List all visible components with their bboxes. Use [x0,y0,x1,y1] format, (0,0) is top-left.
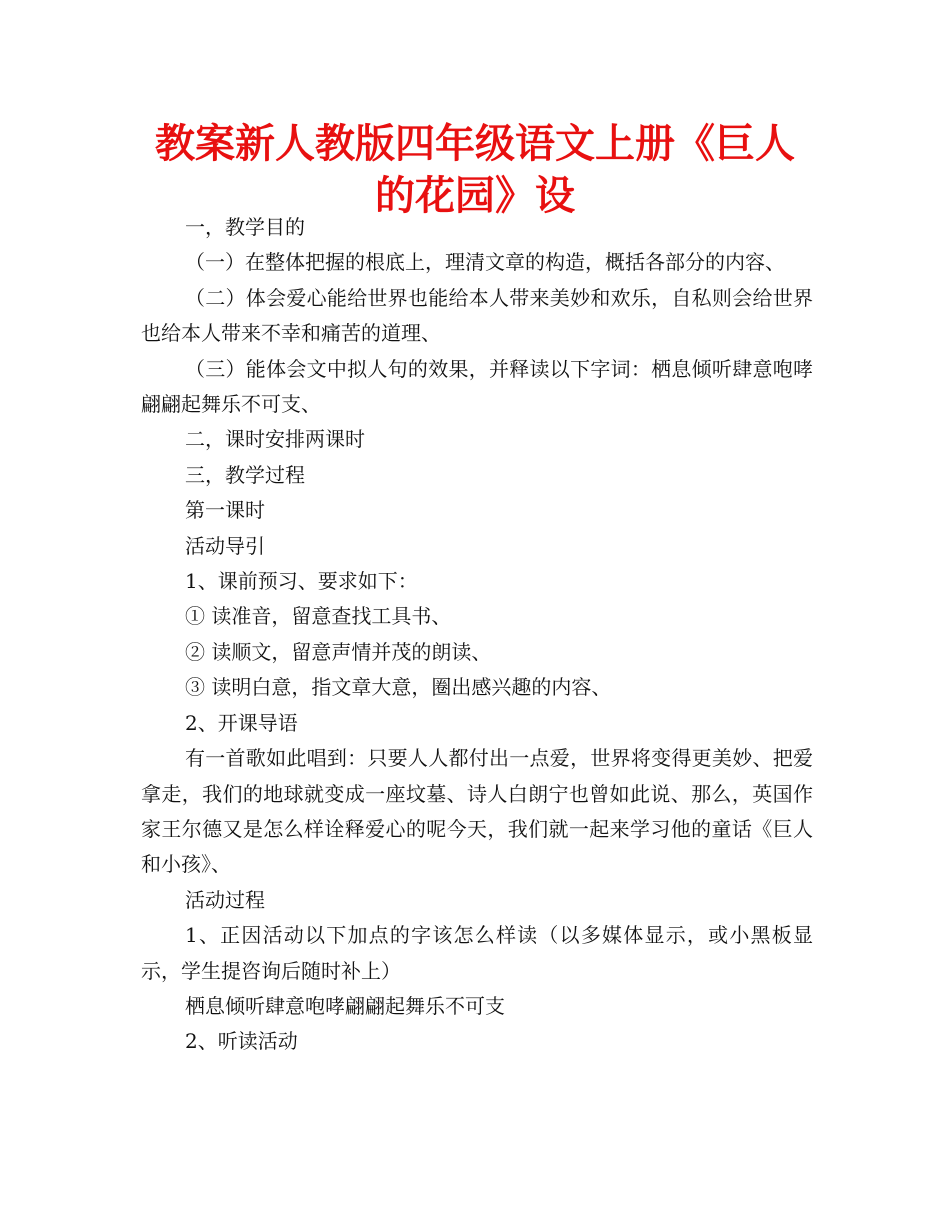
paragraph-opening: 2、开课导语 [185,710,298,735]
paragraph-objectives-heading: 一，教学目的 [185,215,305,239]
paragraph-preview: 1、课前预习、要求如下： [185,569,418,594]
paragraph-objective-3: （三）能体会文中拟人句的效果，并释读以下字词：栖息倾听肆意咆哮翩翩起舞乐不可支、 [141,356,813,417]
paragraph-activity-process: 活动过程 [185,887,265,912]
paragraph-reading-task: 1、正因活动以下加点的字该怎么样读（以多媒体显示，或小黑板显示，学生提咨询后随时补上） [141,923,813,983]
paragraph-activity-intro: 活动导引 [185,533,265,558]
paragraph-preview-item-3: ③ 读明白意，指文章大意，圈出感兴趣的内容、 [185,675,612,700]
paragraph-objective-2: （二）体会爱心能给世界也能给本人带来美妙和欢乐，自私则会给世界也给本人带来不幸和痛苦的道理、 [141,285,813,346]
paragraph-lesson-one: 第一课时 [185,498,265,523]
paragraph-preview-item-1: ① 读准音，留意查找工具书、 [185,604,452,629]
paragraph-schedule: 二，课时安排两课时 [185,427,365,452]
paragraph-word-list: 栖息倾听肆意咆哮翩翩起舞乐不可支 [185,993,505,1018]
document-body [141,210,813,1060]
paragraph-objective-1: （一）在整体把握的根底上，理清文章的构造，概括各部分的内容、 [185,250,785,275]
paragraph-opening-text: 有一首歌如此唱到：只要人人都付出一点爱，世界将变得更美妙、把爱拿走，我们的地球就变成一座坟墓、诗人白朗宁也曾如此说、那么，英国作家王尔德又是怎么样诠释爱心的呢今天，我们就一起来学习他的童话《巨人和小孩》、 [141,746,813,877]
paragraph-process-heading: 三，教学过程 [185,462,305,487]
document-title: 教案新人教版四年级语文上册《巨人的花园》设 [155,121,795,219]
paragraph-preview-item-2: ② 读顺文，留意声情并茂的朗读、 [185,639,492,664]
paragraph-listening: 2、听读活动 [185,1029,298,1054]
